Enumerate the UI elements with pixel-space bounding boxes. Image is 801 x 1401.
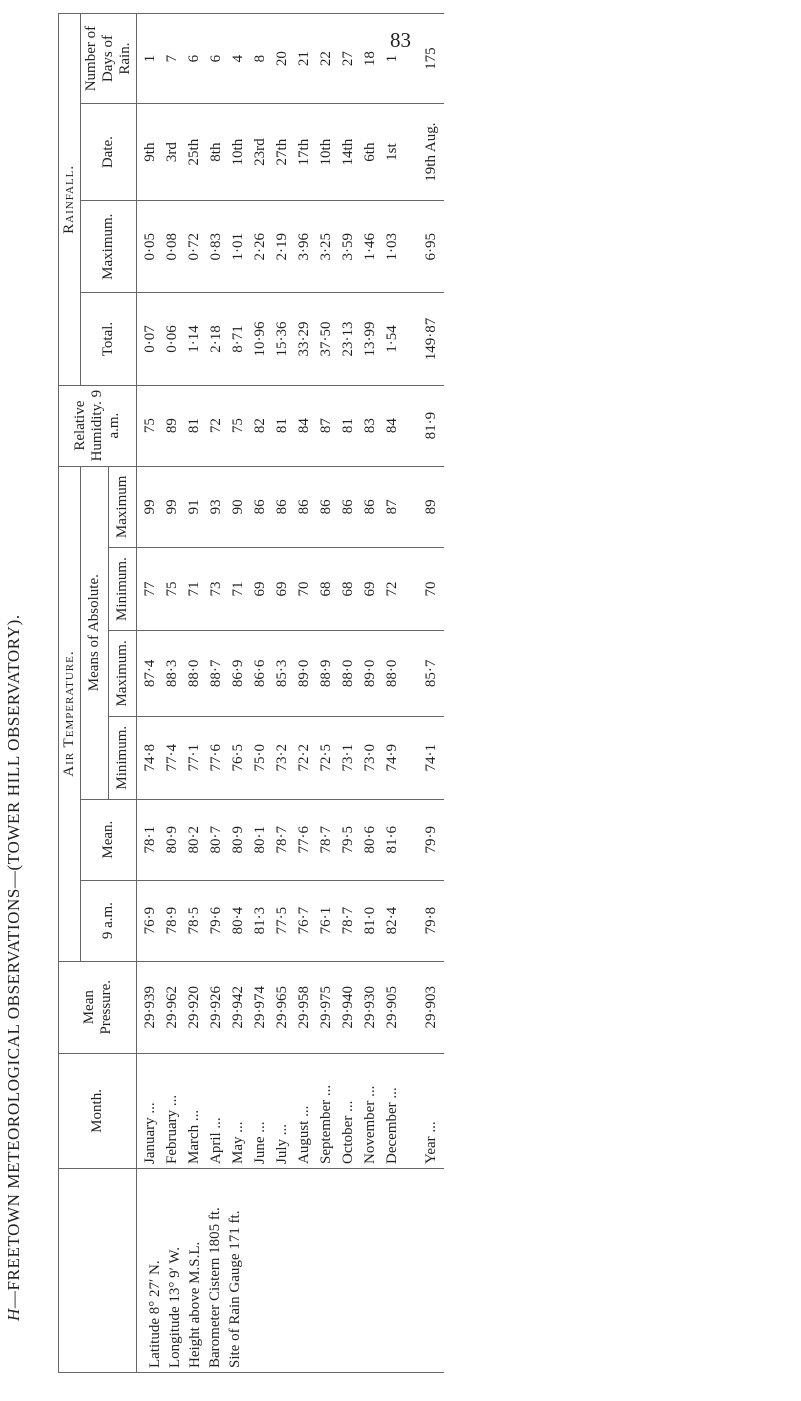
cell-mean: 78·1 bbox=[142, 825, 158, 854]
header-maximum: Maximum bbox=[109, 466, 137, 547]
cell-t9: 76·1 bbox=[318, 906, 334, 935]
cell-rain_total: 0·07 bbox=[142, 325, 158, 353]
cell-abs_min: 76·5 bbox=[230, 744, 246, 772]
cell-rain_max: 2·26 bbox=[252, 232, 268, 261]
year-abs-max: 85·7 bbox=[405, 631, 444, 717]
cell-min: 77 bbox=[142, 581, 158, 597]
cell-max: 93 bbox=[208, 499, 224, 515]
cell-mean: 79·5 bbox=[340, 825, 356, 854]
cell-rain_max: 2·19 bbox=[274, 232, 290, 261]
cell-abs_min: 73·1 bbox=[340, 744, 356, 772]
cell-max: 91 bbox=[186, 499, 202, 515]
cell-pressure: 29·926 bbox=[208, 985, 224, 1029]
cell-hum: 72 bbox=[208, 418, 224, 434]
station-line: Latitude 8° 27′ N. bbox=[147, 1260, 163, 1368]
cell-mean: 80·6 bbox=[362, 825, 378, 854]
station-header-blank bbox=[59, 1168, 137, 1372]
cell-min: 73 bbox=[208, 581, 224, 597]
cell-hum: 89 bbox=[164, 418, 180, 434]
cell-rain_max: 1·03 bbox=[384, 232, 400, 261]
cell-min: 68 bbox=[340, 581, 356, 597]
cell-abs_max: 88·7 bbox=[208, 659, 224, 688]
cell-rain_total: 8·71 bbox=[230, 325, 246, 353]
cell-min: 71 bbox=[230, 581, 246, 597]
cell-hum: 75 bbox=[230, 418, 246, 434]
cell-t9: 77·5 bbox=[274, 906, 290, 935]
cell-days: 18 bbox=[362, 51, 378, 67]
cell-rain_max: 0·05 bbox=[142, 232, 158, 261]
cell-min: 68 bbox=[318, 581, 334, 597]
cell-mean: 80·9 bbox=[164, 825, 180, 854]
header-abs-minimum: Minimum. bbox=[109, 716, 137, 799]
cell-days: 6 bbox=[186, 54, 202, 63]
header-humidity: Relative Humidity. 9 a.m. bbox=[59, 385, 137, 466]
cell-mean: 80·7 bbox=[208, 825, 224, 854]
station-line: Site of Rain Gauge 171 ft. bbox=[227, 1210, 243, 1368]
cell-rain_max: 3·59 bbox=[340, 232, 356, 261]
year-days: 175 bbox=[405, 14, 444, 104]
col-pressure bbox=[137, 961, 406, 1053]
cell-min: 71 bbox=[186, 581, 202, 597]
cell-abs_min: 72·2 bbox=[296, 744, 312, 772]
cell-date: 10th bbox=[318, 138, 334, 166]
col-mean bbox=[137, 799, 406, 880]
cell-pressure: 29·962 bbox=[164, 985, 180, 1029]
cell-pressure: 29·965 bbox=[274, 985, 290, 1029]
cell-abs_min: 75·0 bbox=[252, 744, 268, 772]
cell-abs_min: 73·2 bbox=[274, 744, 290, 772]
header-abs-maximum: Maximum. bbox=[109, 631, 137, 717]
year-month: Year ... bbox=[405, 1053, 444, 1168]
cell-rain_total: 0·06 bbox=[164, 325, 180, 353]
cell-abs_min: 72·5 bbox=[318, 744, 334, 772]
cell-mean: 77·6 bbox=[296, 825, 312, 854]
cell-t9: 78·5 bbox=[186, 906, 202, 935]
cell-hum: 84 bbox=[384, 418, 400, 434]
header-rainfall: Rainfall. bbox=[59, 14, 81, 386]
cell-month: April ... bbox=[208, 1117, 224, 1164]
cell-abs_max: 89·0 bbox=[296, 659, 312, 688]
cell-hum: 82 bbox=[252, 418, 268, 434]
station-line: Longitude 13° 9′ W. bbox=[167, 1247, 183, 1368]
cell-pressure: 29·940 bbox=[340, 985, 356, 1029]
cell-pressure: 29·905 bbox=[384, 985, 400, 1029]
cell-max: 86 bbox=[362, 499, 378, 515]
cell-max: 86 bbox=[318, 499, 334, 515]
cell-min: 69 bbox=[252, 581, 268, 597]
station-details bbox=[137, 1168, 445, 1372]
cell-rain_total: 37·50 bbox=[318, 321, 334, 357]
cell-rain_max: 0·83 bbox=[208, 232, 224, 261]
cell-abs_min: 77·6 bbox=[208, 744, 224, 772]
cell-rain_total: 10·96 bbox=[252, 321, 268, 357]
cell-abs_max: 86·6 bbox=[252, 659, 268, 688]
cell-rain_max: 0·72 bbox=[186, 232, 202, 261]
cell-abs_min: 73·0 bbox=[362, 744, 378, 772]
col-hum bbox=[137, 385, 406, 466]
col-rain-total bbox=[137, 293, 406, 385]
cell-max: 87 bbox=[384, 499, 400, 515]
year-abs-min: 74·1 bbox=[405, 716, 444, 799]
cell-pressure: 29·930 bbox=[362, 985, 378, 1029]
col-date bbox=[137, 104, 406, 201]
cell-rain_max: 3·25 bbox=[318, 232, 334, 261]
cell-hum: 81 bbox=[186, 418, 202, 434]
header-rain-days: Number of Days of Rain. bbox=[81, 14, 137, 104]
cell-t9: 78·7 bbox=[340, 906, 356, 935]
cell-t9: 80·4 bbox=[230, 906, 246, 935]
cell-date: 3rd bbox=[164, 142, 180, 163]
year-pressure: 29·903 bbox=[405, 961, 444, 1053]
cell-abs_max: 88·0 bbox=[384, 659, 400, 688]
col-t9 bbox=[137, 880, 406, 961]
cell-days: 6 bbox=[208, 54, 224, 63]
cell-t9: 78·9 bbox=[164, 906, 180, 935]
cell-max: 86 bbox=[296, 499, 312, 515]
cell-month: August ... bbox=[296, 1105, 312, 1164]
cell-date: 17th bbox=[296, 138, 312, 166]
cell-month: October ... bbox=[340, 1100, 356, 1164]
cell-date: 8th bbox=[208, 142, 224, 162]
cell-abs_max: 88·0 bbox=[186, 659, 202, 688]
cell-date: 14th bbox=[340, 138, 356, 166]
year-min: 70 bbox=[405, 548, 444, 631]
cell-abs_max: 87·4 bbox=[142, 659, 158, 688]
col-min bbox=[137, 548, 406, 631]
cell-max: 86 bbox=[252, 499, 268, 515]
col-month bbox=[137, 1053, 406, 1168]
cell-max: 86 bbox=[274, 499, 290, 515]
cell-month: January ... bbox=[142, 1102, 158, 1164]
cell-rain_total: 1·54 bbox=[384, 325, 400, 353]
cell-max: 99 bbox=[164, 499, 180, 515]
page-number: 83 bbox=[390, 28, 411, 52]
year-hum: 81·9 bbox=[405, 385, 444, 466]
cell-date: 9th bbox=[142, 142, 158, 162]
cell-pressure: 29·974 bbox=[252, 985, 268, 1029]
station-line: Height above M.S.L. bbox=[187, 1241, 203, 1368]
cell-hum: 75 bbox=[142, 418, 158, 434]
cell-max: 99 bbox=[142, 499, 158, 515]
header-pressure: Mean Pressure. bbox=[59, 961, 137, 1053]
cell-t9: 82·4 bbox=[384, 906, 400, 935]
cell-hum: 84 bbox=[296, 418, 312, 434]
cell-days: 1 bbox=[142, 54, 158, 63]
cell-abs_max: 89·0 bbox=[362, 659, 378, 688]
cell-min: 70 bbox=[296, 581, 312, 597]
cell-month: September ... bbox=[318, 1084, 334, 1164]
cell-rain_total: 1·14 bbox=[186, 325, 202, 353]
year-max: 89 bbox=[405, 466, 444, 547]
cell-rain_max: 1·46 bbox=[362, 232, 378, 261]
header-minimum: Minimum. bbox=[109, 548, 137, 631]
cell-month: December ... bbox=[384, 1087, 400, 1164]
cell-days: 22 bbox=[318, 51, 334, 67]
year-rain-total: 149·87 bbox=[405, 293, 444, 385]
cell-date: 27th bbox=[274, 138, 290, 166]
cell-rain_max: 1·01 bbox=[230, 232, 246, 261]
cell-rain_total: 23·13 bbox=[340, 321, 356, 357]
cell-max: 86 bbox=[340, 499, 356, 515]
cell-days: 7 bbox=[164, 54, 180, 63]
col-abs-max bbox=[137, 631, 406, 717]
cell-t9: 76·9 bbox=[142, 906, 158, 935]
cell-rain_total: 33·29 bbox=[296, 321, 312, 357]
cell-mean: 78·7 bbox=[274, 825, 290, 854]
cell-mean: 80·2 bbox=[186, 825, 202, 854]
cell-month: March ... bbox=[186, 1109, 202, 1164]
header-means-of-absolute: Means of Absolute. bbox=[81, 466, 109, 799]
cell-days: 1 bbox=[384, 54, 400, 63]
table-title bbox=[4, 21, 24, 1321]
cell-days: 8 bbox=[252, 54, 268, 63]
cell-rain_total: 13·99 bbox=[362, 321, 378, 357]
cell-mean: 78·7 bbox=[318, 825, 334, 854]
cell-min: 75 bbox=[164, 581, 180, 597]
col-abs-min bbox=[137, 716, 406, 799]
cell-pressure: 29·958 bbox=[296, 985, 312, 1029]
col-days bbox=[137, 14, 406, 104]
cell-abs_max: 88·9 bbox=[318, 659, 334, 688]
observations-table bbox=[58, 13, 444, 1373]
cell-min: 72 bbox=[384, 581, 400, 597]
cell-t9: 81·0 bbox=[362, 906, 378, 935]
header-rain-maximum: Maximum. bbox=[81, 201, 137, 293]
header-rain-date: Date. bbox=[81, 104, 137, 201]
cell-t9: 81·3 bbox=[252, 906, 268, 935]
cell-rain_max: 3·96 bbox=[296, 232, 312, 261]
cell-month: November ... bbox=[362, 1085, 378, 1164]
cell-hum: 81 bbox=[340, 418, 356, 434]
cell-abs_max: 88·3 bbox=[164, 659, 180, 688]
cell-min: 69 bbox=[362, 581, 378, 597]
cell-pressure: 29·942 bbox=[230, 985, 246, 1029]
col-max bbox=[137, 466, 406, 547]
cell-hum: 81 bbox=[274, 418, 290, 434]
cell-mean: 80·1 bbox=[252, 825, 268, 854]
year-date: 19th Aug. bbox=[405, 104, 444, 201]
cell-rain_total: 15·36 bbox=[274, 321, 290, 357]
cell-month: June ... bbox=[252, 1121, 268, 1164]
cell-pressure: 29·920 bbox=[186, 985, 202, 1029]
cell-date: 25th bbox=[186, 138, 202, 166]
year-t9: 79·8 bbox=[405, 880, 444, 961]
cell-days: 20 bbox=[274, 51, 290, 67]
cell-date: 1st bbox=[384, 143, 400, 161]
cell-abs_max: 85·3 bbox=[274, 659, 290, 688]
cell-days: 21 bbox=[296, 51, 312, 67]
header-month: Month. bbox=[59, 1053, 137, 1168]
cell-date: 10th bbox=[230, 138, 246, 166]
header-mean: Mean. bbox=[81, 799, 137, 880]
header-9am: 9 a.m. bbox=[81, 880, 137, 961]
cell-t9: 79·6 bbox=[208, 906, 224, 935]
header-rain-total: Total. bbox=[81, 293, 137, 385]
cell-abs_max: 88·0 bbox=[340, 659, 356, 688]
cell-mean: 81·6 bbox=[384, 825, 400, 854]
station-line: Barometer Cistern 1805 ft. bbox=[207, 1207, 223, 1368]
cell-hum: 83 bbox=[362, 418, 378, 434]
cell-date: 6th bbox=[362, 142, 378, 162]
col-rain-max bbox=[137, 201, 406, 293]
cell-t9: 76·7 bbox=[296, 906, 312, 935]
cell-hum: 87 bbox=[318, 418, 334, 434]
cell-abs_min: 77·1 bbox=[186, 744, 202, 772]
cell-mean: 80·9 bbox=[230, 825, 246, 854]
cell-rain_max: 0·08 bbox=[164, 232, 180, 261]
cell-pressure: 29·939 bbox=[142, 985, 158, 1029]
cell-days: 27 bbox=[340, 51, 356, 67]
cell-month: May ... bbox=[230, 1121, 246, 1164]
cell-month: February ... bbox=[164, 1094, 180, 1164]
year-mean: 79·9 bbox=[405, 799, 444, 880]
cell-abs_min: 74·9 bbox=[384, 744, 400, 772]
header-air-temperature: Air Temperature. bbox=[59, 466, 81, 961]
cell-abs_min: 74·8 bbox=[142, 744, 158, 772]
cell-abs_max: 86·9 bbox=[230, 659, 246, 688]
cell-abs_min: 77·4 bbox=[164, 744, 180, 772]
table-letter: H bbox=[4, 1308, 23, 1321]
cell-rain_total: 2·18 bbox=[208, 325, 224, 353]
cell-date: 23rd bbox=[252, 138, 268, 166]
cell-pressure: 29·975 bbox=[318, 985, 334, 1029]
cell-days: 4 bbox=[230, 54, 246, 63]
year-rain-max: 6·95 bbox=[405, 201, 444, 293]
cell-min: 69 bbox=[274, 581, 290, 597]
table-title-text: —FREETOWN METEOROLOGICAL OBSERVATIONS—(TOWER HILL OBSERVATORY). bbox=[4, 614, 23, 1309]
cell-max: 90 bbox=[230, 499, 246, 515]
cell-month: July ... bbox=[274, 1123, 290, 1164]
